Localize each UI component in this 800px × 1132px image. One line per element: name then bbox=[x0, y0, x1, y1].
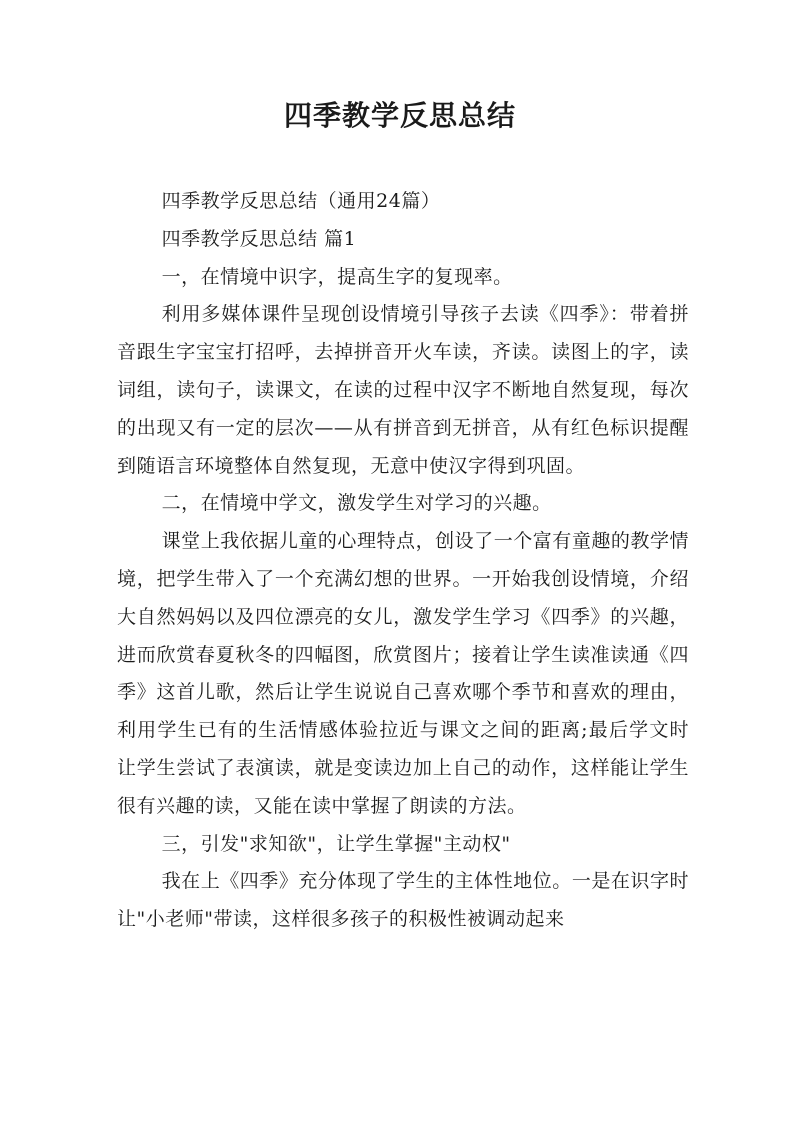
paragraph: 四季教学反思总结 篇1 bbox=[161, 227, 357, 250]
paragraph: 二，在情境中学文，激发学生对学习的兴趣。 bbox=[161, 492, 552, 515]
paragraph: 四季教学反思总结（通用24篇） bbox=[161, 190, 441, 212]
paragraph: 课堂上我依据儿童的心理特点，创设了一个富有童趣的教学情境，把学生带入了一个充满幻想的世界。一开始我创设情境，介绍大自然妈妈以及四位漂亮的女儿，激发学生学习《四季》的兴趣，进而欣赏春夏秋冬的四幅图，欣赏图片；接着让学生读准读通《四季》这首儿歌，然后让学生说说自己喜欢哪个季节和喜欢的理由，利用学生已有的生活情感体验拉近与课文之间的距离;最后学文时让学生尝试了表演读，就是变读边加上自己的动作，这样能让学生很有兴趣的读，又能在读中掌握了朗读的方法。 bbox=[117, 530, 689, 817]
paragraph: 利用多媒体课件呈现创设情境引导孩子去读《四季》：带着拼音跟生字宝宝打招呼，去掉拼音开火车读，齐读。读图上的字，读词组，读句子，读课文，在读的过程中汉字不断地自然复现，每次的出现又有一定的层次——从有拼音到无拼音，从有红色标识提醒到随语言环境整体自然复现，无意中使汉字得到巩固。 bbox=[117, 303, 689, 477]
paragraph: 三，引发"求知欲"，让学生掌握"主动权" bbox=[161, 832, 511, 855]
paragraph: 我在上《四季》充分体现了学生的主体性地位。一是在识字时让"小老师"带读，这样很多孩子的积极性被调动起来 bbox=[117, 870, 689, 931]
document-title: 四季教学反思总结 bbox=[283, 99, 516, 132]
document-body bbox=[117, 183, 689, 939]
paragraph: 一，在情境中识字，提高生字的复现率。 bbox=[161, 265, 513, 288]
